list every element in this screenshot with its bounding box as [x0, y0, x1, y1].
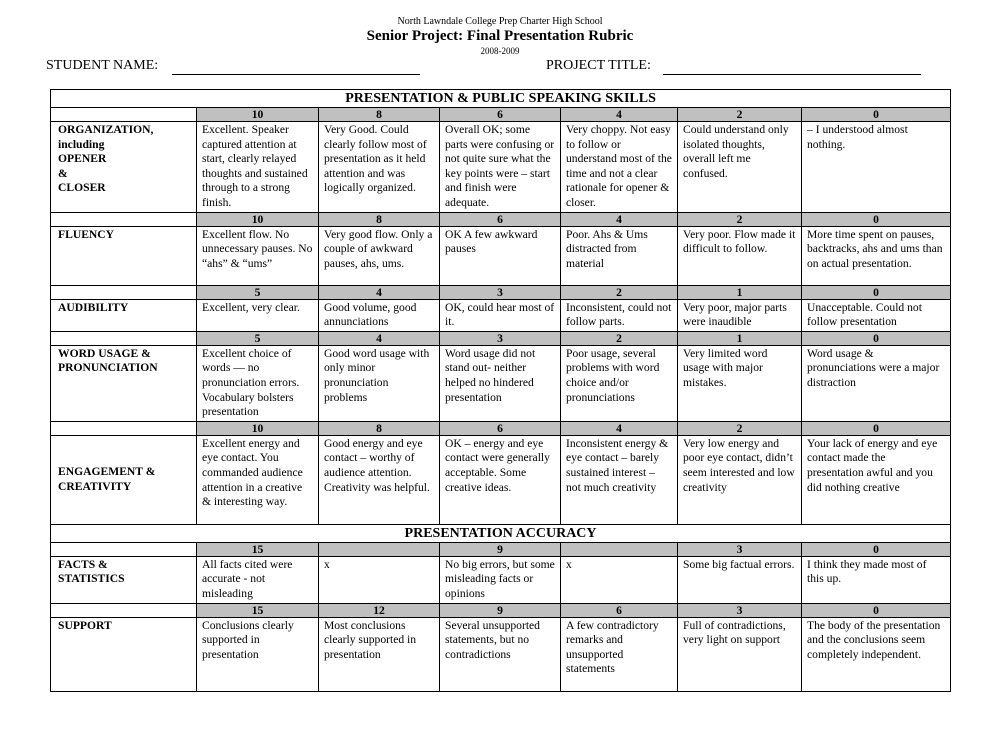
criterion-label-line: FACTS &: [58, 557, 108, 571]
descriptor-cell: OK A few awkward pauses: [440, 226, 561, 285]
descriptor-cell: Excellent, very clear.: [197, 299, 319, 331]
criterion-row: [51, 617, 951, 691]
score-row: [51, 603, 951, 617]
criterion-row: [51, 435, 951, 524]
section-title: PRESENTATION & PUBLIC SPEAKING SKILLS: [51, 90, 951, 108]
descriptor-cell: Good volume, good annunciations: [319, 299, 440, 331]
score-cell: 1: [678, 331, 802, 345]
school-year: 2008-2009: [480, 46, 520, 56]
score-row: [51, 285, 951, 299]
criterion-row: [51, 299, 951, 331]
section-title: PRESENTATION ACCURACY: [51, 524, 951, 542]
score-cell: 8: [319, 212, 440, 226]
descriptor-cell: Word usage & pronunciations were a major distraction: [802, 345, 951, 421]
descriptor-cell: x: [561, 556, 678, 603]
descriptor-cell: Overall OK; some parts were confusing or not quite sure what the key points were – start and finish were adequate.: [440, 122, 561, 213]
score-row-blank: [51, 108, 197, 122]
descriptor-cell: Most conclusions clearly supported in presentation: [319, 617, 440, 691]
descriptor-cell: Very poor. Flow made it difficult to follow.: [678, 226, 802, 285]
criterion-label-line: AUDIBILITY: [58, 300, 129, 314]
score-cell: 10: [197, 421, 319, 435]
score-cell: 3: [440, 331, 561, 345]
score-row: [51, 421, 951, 435]
descriptor-cell: Word usage did not stand out- neither helped no hindered presentation: [440, 345, 561, 421]
score-cell: 6: [440, 212, 561, 226]
criterion-label-line: SUPPORT: [58, 618, 112, 632]
score-cell: 2: [678, 421, 802, 435]
project-title-line[interactable]: [663, 74, 921, 75]
descriptor-cell: Very good flow. Only a couple of awkward pauses, ahs, ums.: [319, 226, 440, 285]
score-cell: 0: [802, 603, 951, 617]
descriptor-cell: Poor usage, several problems with word choice and/or pronunciations: [561, 345, 678, 421]
score-cell: 10: [197, 212, 319, 226]
score-cell: 9: [440, 542, 561, 556]
score-cell: 1: [678, 285, 802, 299]
school-name: North Lawndale College Prep Charter High School: [397, 16, 603, 27]
score-row-blank: [51, 331, 197, 345]
score-row-blank: [51, 285, 197, 299]
criterion-label: [51, 556, 197, 603]
descriptor-cell: Very choppy. Not easy to follow or understand most of the time and not a clear rationale for opener & closer.: [561, 122, 678, 213]
score-cell: 0: [802, 285, 951, 299]
score-cell: 2: [561, 331, 678, 345]
criterion-label-line: CLOSER: [58, 181, 106, 195]
score-cell: 6: [561, 603, 678, 617]
score-cell: 12: [319, 603, 440, 617]
score-cell: 8: [319, 421, 440, 435]
descriptor-cell: Your lack of energy and eye contact made the presentation awful and you did nothing creative: [802, 435, 951, 524]
score-cell: 8: [319, 108, 440, 122]
descriptor-cell: Very poor, major parts were inaudible: [678, 299, 802, 331]
student-name-label: STUDENT NAME:: [46, 58, 159, 73]
score-cell: [561, 542, 678, 556]
score-cell: 5: [197, 331, 319, 345]
score-cell: 3: [440, 285, 561, 299]
descriptor-cell: The body of the presentation and the conclusions seem completely independent.: [802, 617, 951, 691]
criterion-row: [51, 122, 951, 213]
descriptor-cell: Conclusions clearly supported in presentation: [197, 617, 319, 691]
criterion-label: [51, 435, 197, 524]
descriptor-cell: Excellent choice of words — no pronunciation errors. Vocabulary bolsters presentation: [197, 345, 319, 421]
criterion-label: [51, 617, 197, 691]
criterion-label-line: CREATIVITY: [58, 479, 132, 493]
criterion-label-line: STATISTICS: [58, 572, 125, 586]
criterion-label: [51, 299, 197, 331]
descriptor-cell: All facts cited were accurate - not misleading: [197, 556, 319, 603]
descriptor-cell: No big errors, but some misleading facts or opinions: [440, 556, 561, 603]
score-row: [51, 108, 951, 122]
criterion-label-line: FLUENCY: [58, 227, 115, 241]
section-header-row: [51, 524, 951, 542]
descriptor-cell: Excellent energy and eye contact. You commanded audience attention in a creative & interesting way.: [197, 435, 319, 524]
descriptor-cell: – I understood almost nothing.: [802, 122, 951, 213]
score-row: [51, 542, 951, 556]
criterion-label-line: ENGAGEMENT &: [58, 465, 156, 479]
score-cell: 10: [197, 108, 319, 122]
criterion-label-line: WORD USAGE &: [58, 346, 151, 360]
descriptor-cell: Several unsupported statements, but no contradictions: [440, 617, 561, 691]
section-header-row: [51, 90, 951, 108]
descriptor-cell: Excellent. Speaker captured attention at start, clearly relayed thoughts and sustained through to a strong finish.: [197, 122, 319, 213]
descriptor-cell: Excellent flow. No unnecessary pauses. No “ahs” & “ums”: [197, 226, 319, 285]
score-cell: 4: [561, 212, 678, 226]
criterion-label: [51, 226, 197, 285]
descriptor-cell: Inconsistent, could not follow parts.: [561, 299, 678, 331]
score-row: [51, 212, 951, 226]
score-cell: 0: [802, 542, 951, 556]
score-cell: [319, 542, 440, 556]
score-cell: 0: [802, 331, 951, 345]
score-cell: 4: [319, 331, 440, 345]
score-cell: 9: [440, 603, 561, 617]
score-cell: 2: [561, 285, 678, 299]
criterion-label-line: &: [58, 166, 68, 180]
descriptor-cell: Very low energy and poor eye contact, didn’t seem interested and low creativity: [678, 435, 802, 524]
score-row: [51, 331, 951, 345]
score-cell: 3: [678, 603, 802, 617]
score-cell: 4: [319, 285, 440, 299]
criterion-label-line: PRONUNCIATION: [58, 361, 158, 375]
descriptor-cell: Could understand only isolated thoughts, overall left me confused.: [678, 122, 802, 213]
descriptor-cell: More time spent on pauses, backtracks, ahs and ums than on actual presentation.: [802, 226, 951, 285]
score-row-blank: [51, 542, 197, 556]
score-cell: 2: [678, 108, 802, 122]
descriptor-cell: Poor. Ahs & Ums distracted from material: [561, 226, 678, 285]
score-cell: 2: [678, 212, 802, 226]
score-cell: 4: [561, 421, 678, 435]
score-row-blank: [51, 212, 197, 226]
descriptor-cell: I think they made most of this up.: [802, 556, 951, 603]
descriptor-cell: OK, could hear most of it.: [440, 299, 561, 331]
project-title-label: PROJECT TITLE:: [546, 58, 651, 73]
rubric-table: [50, 89, 951, 692]
descriptor-cell: A few contradictory remarks and unsupported statements: [561, 617, 678, 691]
criterion-label-line: OPENER: [58, 152, 107, 166]
descriptor-cell: Very Good. Could clearly follow most of presentation as it held attention and was logically organized.: [319, 122, 440, 213]
descriptor-cell: Full of contradictions, very light on support: [678, 617, 802, 691]
score-row-blank: [51, 421, 197, 435]
criterion-label-line: ORGANIZATION,: [58, 123, 154, 136]
score-cell: 0: [802, 421, 951, 435]
criterion-label: [51, 122, 197, 213]
score-cell: 3: [678, 542, 802, 556]
score-cell: 5: [197, 285, 319, 299]
descriptor-cell: Inconsistent energy & eye contact – barely sustained interest – not much creativity: [561, 435, 678, 524]
student-name-line[interactable]: [172, 74, 420, 75]
criterion-label: [51, 345, 197, 421]
score-cell: 0: [802, 212, 951, 226]
descriptor-cell: Very limited word usage with major mistakes.: [678, 345, 802, 421]
score-cell: 15: [197, 542, 319, 556]
score-cell: 4: [561, 108, 678, 122]
descriptor-cell: Good word usage with only minor pronunciation problems: [319, 345, 440, 421]
criterion-row: [51, 345, 951, 421]
rubric-title: Senior Project: Final Presentation Rubric: [366, 28, 634, 44]
descriptor-cell: x: [319, 556, 440, 603]
descriptor-cell: Good energy and eye contact – worthy of audience attention. Creativity was helpful.: [319, 435, 440, 524]
criterion-row: [51, 226, 951, 285]
score-cell: 6: [440, 421, 561, 435]
criterion-label-line: including: [58, 137, 105, 151]
score-row-blank: [51, 603, 197, 617]
descriptor-cell: OK – energy and eye contact were generally acceptable. Some creative ideas.: [440, 435, 561, 524]
score-cell: 6: [440, 108, 561, 122]
descriptor-cell: Unacceptable. Could not follow presentation: [802, 299, 951, 331]
score-cell: 0: [802, 108, 951, 122]
criterion-row: [51, 556, 951, 603]
score-cell: 15: [197, 603, 319, 617]
descriptor-cell: Some big factual errors.: [678, 556, 802, 603]
